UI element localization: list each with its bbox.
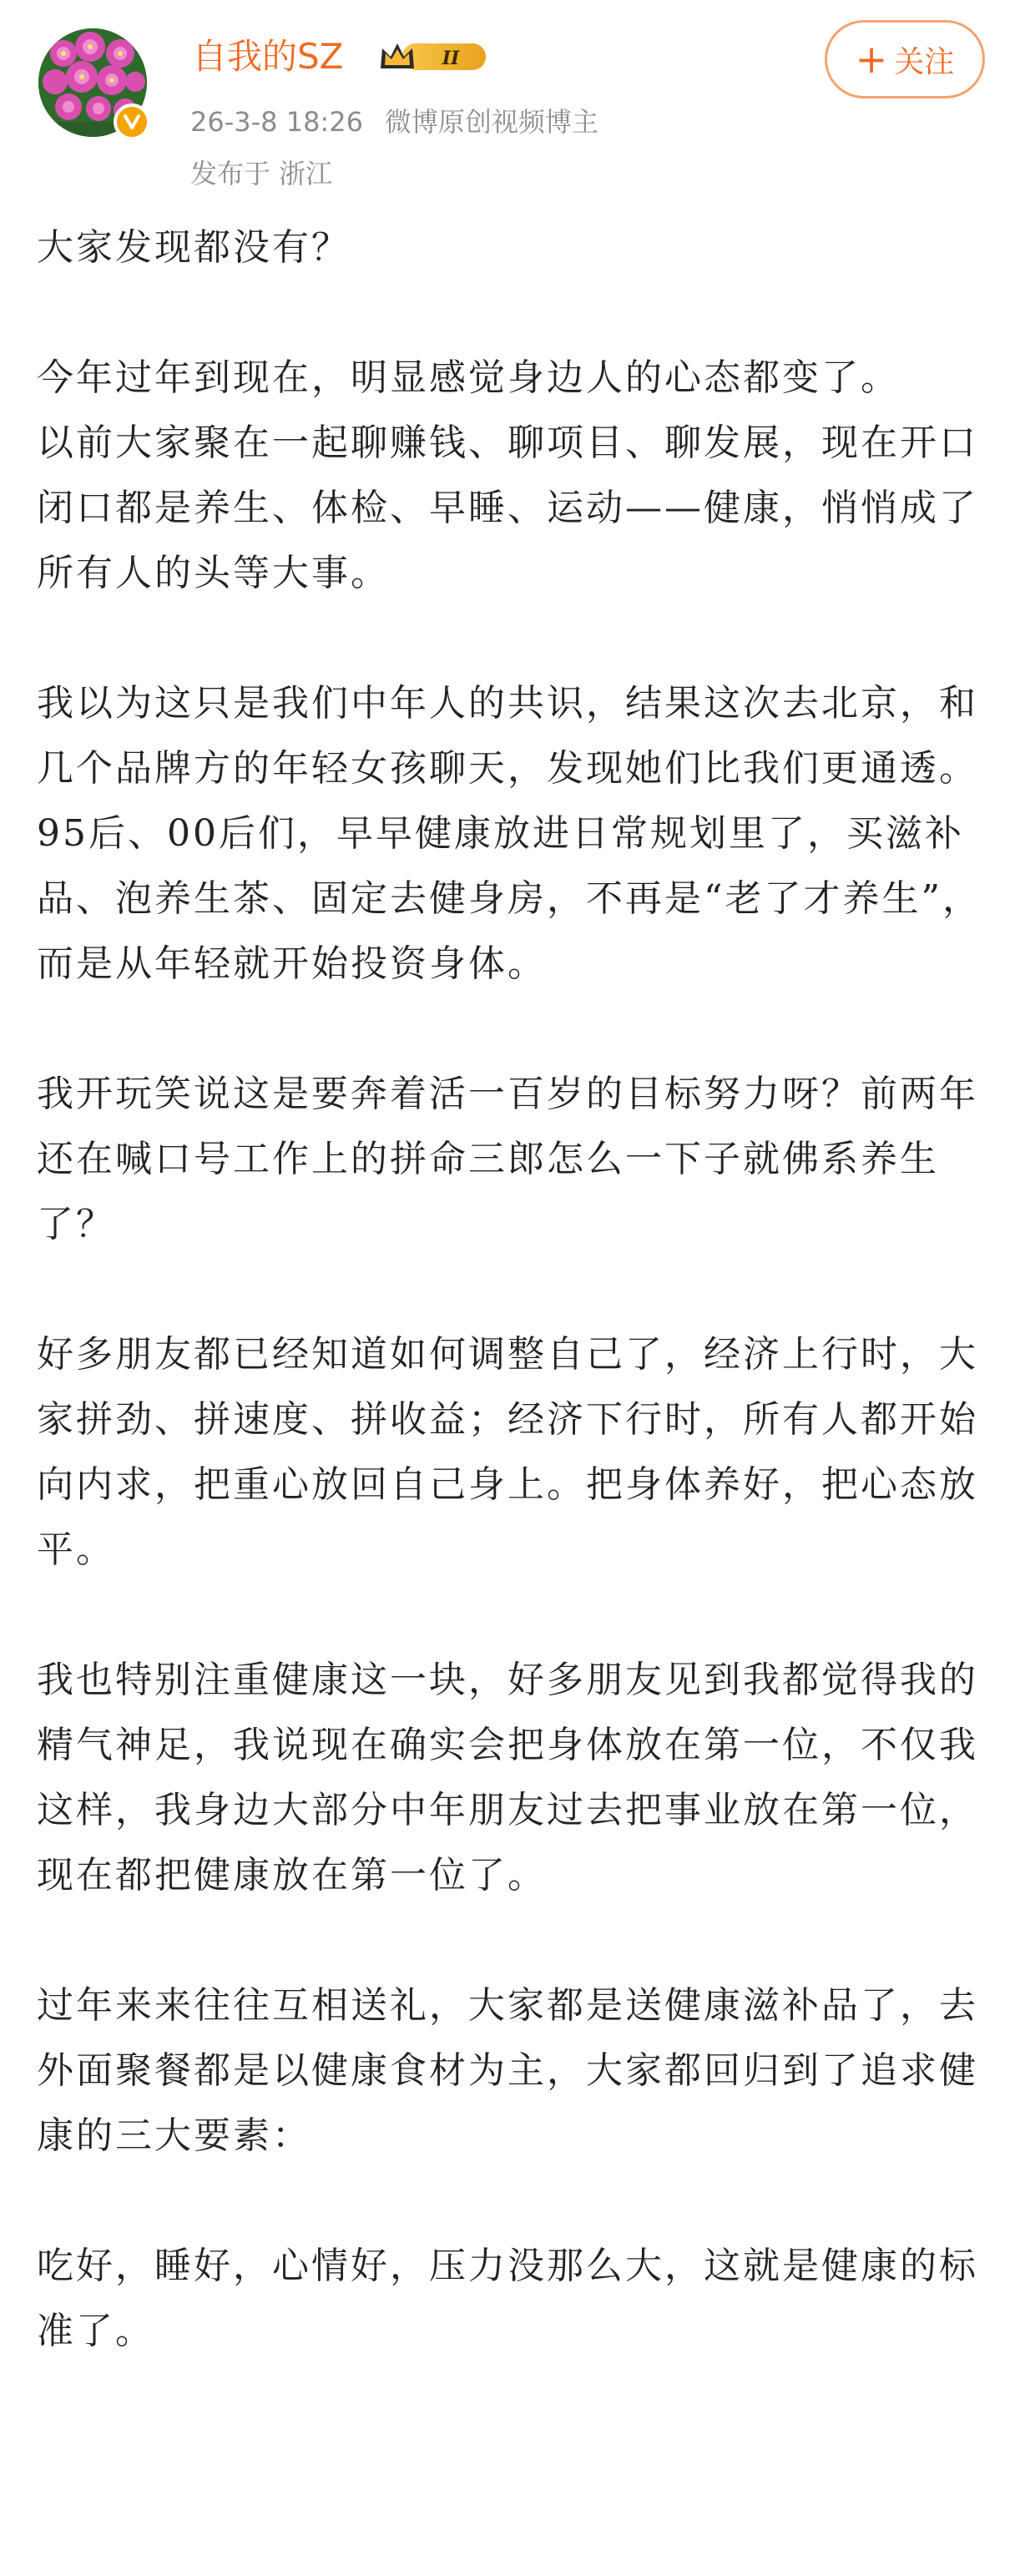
post-paragraph: 好多朋友都已经知道如何调整自己了，经济上行时，大家拼劲、拼速度、拼收益；经济下行时，所有人都开始向内求，把重心放回自己身上。把身体养好，把心态放平。 (37, 1333, 978, 1571)
follow-label: 关注 (894, 44, 955, 79)
post-paragraph: 我开玩笑说这是要奔着活一百岁的目标努力呀？前两年还在喊口号工作上的拼命三郎怎么一下子就佛系养生了？ (37, 1073, 978, 1245)
post-meta (190, 104, 620, 140)
post-paragraph: 今年过年到现在，明显感觉身边人的心态都变了。 以前大家聚在一起聊赚钱、聊项目、聊发展，现在开口闭口都是养生、体检、早睡、运动——健康，悄悄成了所有人的头等大事。 (37, 356, 978, 594)
verified-badge-icon (114, 104, 150, 140)
post-time: 26-3-8 18:26 (190, 106, 363, 138)
post-location: 发布于 浙江 (190, 158, 333, 189)
post-header (0, 0, 1015, 209)
post-paragraph: 过年来来往往互相送礼，大家都是送健康滋补品了，去外面聚餐都是以健康食材为主，大家都回归到了追求健康的三大要素： (37, 1984, 978, 2157)
follow-button[interactable] (825, 20, 985, 98)
post-paragraph: 大家发现都没有？ (37, 226, 351, 269)
crown-member-icon (377, 37, 491, 77)
plus-icon: + (855, 37, 888, 82)
post-paragraph: 吃好，睡好，心情好，压力没那么大，这就是健康的标准了。 (37, 2245, 978, 2352)
post-paragraph: 我也特别注重健康这一块，好多朋友见到我都觉得我的精气神足，我说现在确实会把身体放在第一位，不仅我这样，我身边大部分中年朋友过去把事业放在第一位，现在都把健康放在第一位了。 (37, 1659, 978, 1897)
author-name[interactable]: 自我的SZ (192, 36, 344, 77)
post-paragraph: 我以为这只是我们中年人的共识，结果这次去北京，和几个品牌方的年轻女孩聊天，发现她们比我们更通透。95后、00后们，早早健康放进日常规划里了，买滋补品、泡养生茶、固定去健身房，不再是“老了才养生”，而是从年轻就开始投资身体。 (37, 682, 982, 985)
post-body (37, 215, 985, 2364)
member-level: II (442, 48, 460, 69)
author-role: 微博原创视频博主 (384, 106, 598, 138)
